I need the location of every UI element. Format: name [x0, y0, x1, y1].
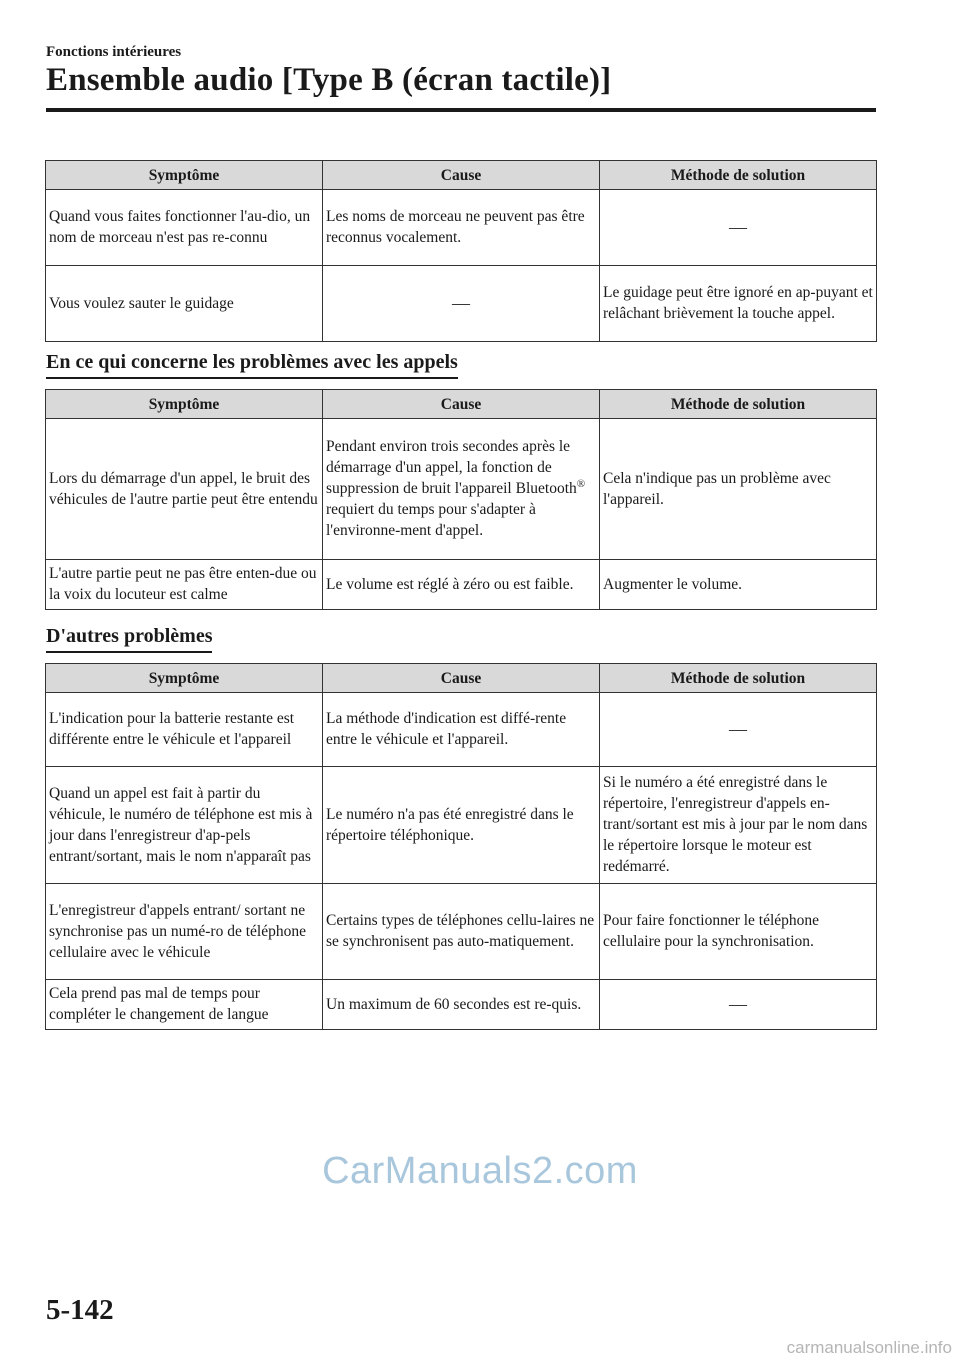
cause-text-start: Pendant environ trois secondes après le démarrage d'un appel, la fonction de suppression de bruit l'appareil Bluetooth: [326, 438, 577, 497]
cell-cause: La méthode d'indication est diffé-rente entre le véhicule et l'appareil.: [323, 693, 600, 767]
watermark-logo: CarManuals2.com: [322, 1150, 638, 1192]
table-header-row: [46, 390, 877, 419]
cell-solution: —: [600, 693, 877, 767]
page-number: 5-142: [46, 1294, 114, 1326]
cell-cause: Les noms de morceau ne peuvent pas être reconnus vocalement.: [323, 190, 600, 266]
cell-solution: Pour faire fonctionner le téléphone cellulaire pour la synchronisation.: [600, 884, 877, 980]
title-divider: [46, 108, 876, 112]
cell-cause: [323, 419, 600, 560]
table-header-row: [46, 664, 877, 693]
cell-symptom: L'indication pour la batterie restante est différente entre le véhicule et l'appareil: [46, 693, 323, 767]
table-general: [45, 160, 877, 342]
table-row: [46, 190, 877, 266]
other-problems-heading: D'autres problèmes: [46, 625, 212, 653]
table-row: [46, 884, 877, 980]
cause-text-end: requiert du temps pour s'adapter à l'environne-ment d'appel.: [326, 501, 536, 539]
cell-symptom: Vous voulez sauter le guidage: [46, 266, 323, 342]
cell-solution: —: [600, 190, 877, 266]
table-row: [46, 767, 877, 884]
cell-solution: Si le numéro a été enregistré dans le répertoire, l'enregistreur d'appels en-trant/sortant est mis à jour par le nom dans le répertoire lorsque le moteur est redémarré.: [600, 767, 877, 884]
column-header-cause: Cause: [323, 664, 600, 693]
column-header-symptom: Symptôme: [46, 390, 323, 419]
cell-solution: —: [600, 980, 877, 1030]
table-row: [46, 419, 877, 560]
table-header-row: [46, 161, 877, 190]
column-header-cause: Cause: [323, 161, 600, 190]
table-calls: [45, 389, 877, 610]
column-header-symptom: Symptôme: [46, 161, 323, 190]
page-title: Ensemble audio [Type B (écran tactile)]: [46, 62, 612, 98]
cell-symptom: Lors du démarrage d'un appel, le bruit des véhicules de l'autre partie peut être entendu: [46, 419, 323, 560]
cell-symptom: Cela prend pas mal de temps pour compléter le changement de langue: [46, 980, 323, 1030]
column-header-cause: Cause: [323, 390, 600, 419]
cell-cause: Le numéro n'a pas été enregistré dans le répertoire téléphonique.: [323, 767, 600, 884]
column-header-solution: Méthode de solution: [600, 664, 877, 693]
column-header-symptom: Symptôme: [46, 664, 323, 693]
column-header-solution: Méthode de solution: [600, 161, 877, 190]
calls-problems-heading: En ce qui concerne les problèmes avec les appels: [46, 351, 458, 379]
cell-symptom: Quand un appel est fait à partir du véhicule, le numéro de téléphone est mis à jour dans l'enregistreur d'ap-pels entrant/sortant, mais le nom n'apparaît pas: [46, 767, 323, 884]
table-row: [46, 266, 877, 342]
table-other: [45, 663, 877, 1030]
table-row: [46, 980, 877, 1030]
cell-cause: Le volume est réglé à zéro ou est faible.: [323, 560, 600, 610]
section-label: Fonctions intérieures: [46, 44, 182, 60]
cell-symptom: Quand vous faites fonctionner l'au-dio, un nom de morceau n'est pas re-connu: [46, 190, 323, 266]
footer-site-link[interactable]: carmanualsonline.info: [786, 1338, 952, 1357]
cell-cause: Certains types de téléphones cellu-laires ne se synchronisent pas auto-matiquement.: [323, 884, 600, 980]
cell-solution: Cela n'indique pas un problème avec l'appareil.: [600, 419, 877, 560]
cell-solution: Augmenter le volume.: [600, 560, 877, 610]
registered-mark: ®: [576, 477, 586, 490]
cell-solution: Le guidage peut être ignoré en ap-puyant et relâchant brièvement la touche appel.: [600, 266, 877, 342]
cell-symptom: L'autre partie peut ne pas être enten-due ou la voix du locuteur est calme: [46, 560, 323, 610]
table-row: [46, 560, 877, 610]
cell-cause: Un maximum de 60 secondes est re-quis.: [323, 980, 600, 1030]
column-header-solution: Méthode de solution: [600, 390, 877, 419]
table-row: [46, 693, 877, 767]
cell-symptom: L'enregistreur d'appels entrant/ sortant ne synchronise pas un numé-ro de téléphone cellulaire avec le véhicule: [46, 884, 323, 980]
cell-cause: —: [323, 266, 600, 342]
